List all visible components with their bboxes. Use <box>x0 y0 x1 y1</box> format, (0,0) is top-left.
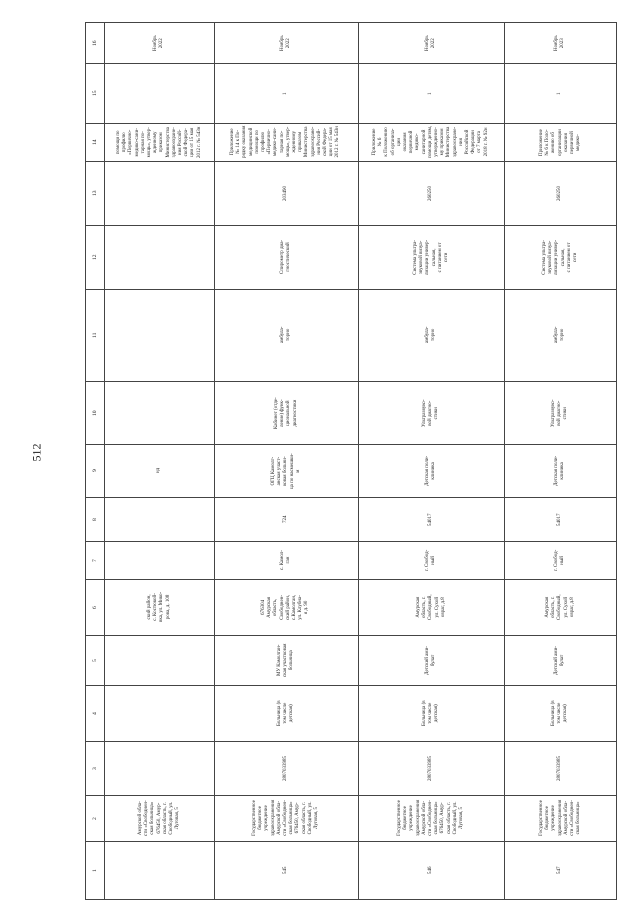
table-column-divider <box>86 841 616 842</box>
column-number: 12 <box>92 254 98 260</box>
column-number: 4 <box>92 711 98 715</box>
table-cell: Детский ами- булат <box>554 645 566 675</box>
row-number: 547 <box>557 866 562 874</box>
table-cell: Система ультра- звуковой визуа- лизации универ- сальная, с питанием от сети <box>541 239 578 275</box>
table-cell: Больница (в том числе детская) <box>550 700 568 726</box>
column-number: 9 <box>92 469 98 472</box>
table-cell: амбула- торно <box>280 326 292 343</box>
table-row-divider <box>214 23 215 899</box>
table-cell: Ноябрь 2023 <box>554 35 566 51</box>
table-column-divider <box>86 541 616 542</box>
table-cell: МУ Камолган- ская участковая больница <box>276 643 294 677</box>
table-cell: Государственное бюджетное учреждение здравоохранения Амурской обла- сти «Свободнен- ская больница» 676450, Амур- ская область, г. Свободный, ул. Луговая, 5 <box>252 799 320 836</box>
table-column-divider <box>86 635 616 636</box>
table-cell: Спирометр диа- гностический <box>280 239 292 274</box>
table-cell: 1 <box>283 92 288 95</box>
table-cell: 2807033985 <box>557 755 562 781</box>
table-row-divider <box>104 23 105 899</box>
table-cell: 54017 <box>428 513 433 526</box>
table-cell: Амурская область, г. Свободный, ул. Сухой овраг, д.8 <box>544 594 575 620</box>
column-number: 1 <box>92 868 98 872</box>
table-cell: Ноябрь 2022 <box>153 35 165 51</box>
table-column-divider <box>86 444 616 445</box>
table-column-divider <box>86 63 616 64</box>
table-column-divider <box>86 123 616 124</box>
table-column-divider <box>86 381 616 382</box>
table-cell: Ультразвуко- вой диагно- стики <box>550 398 568 427</box>
table-cell: Государственное бюджетное учреждение здравоохранения Амурской обла- сти «Свободнен- ская больница» <box>538 799 581 836</box>
table-cell: 260250 <box>557 185 562 201</box>
table-cell: 2807033985 <box>428 755 433 781</box>
table-cell: 724 <box>283 515 288 523</box>
row-number: 546 <box>428 866 433 874</box>
table-cell: Амурской обла- сти «Свободнен- ская больница» 676450, Амур- ская область, г. Свободный, ул. Луговая, 5 <box>137 800 180 836</box>
table-column-divider <box>86 225 616 226</box>
table-cell: Система ультра- звуковой визуа- лизации универ- сальная, с питанием от сети <box>412 239 449 275</box>
table-cell: с. Камол- ган <box>280 550 292 570</box>
equipment-table <box>85 22 617 900</box>
table-cell: 260250 <box>428 185 433 201</box>
table-cell: Детский ами- булат <box>425 645 437 675</box>
table-cell: 203490 <box>283 185 288 201</box>
column-number: 11 <box>92 332 98 338</box>
table-column-divider <box>86 497 616 498</box>
table-cell: амбула- торно <box>425 326 437 343</box>
table-cell: Детская поли- клиника <box>554 455 566 486</box>
column-number: 10 <box>92 409 98 416</box>
table-column-divider <box>86 795 616 796</box>
page-number: 512 <box>29 443 44 462</box>
table-cell: 1 <box>557 92 562 95</box>
table-cell: Приложение № 6 к Положению об организа- ции оказания первичной медико- санитарной помощи детям, утвержденно- му приказом Министерства здравоохране- ния Российской Федерации от 7 марта 2018 г. № 92н <box>372 125 489 158</box>
table-column-divider <box>86 161 616 162</box>
column-number: 16 <box>92 40 98 46</box>
table-cell: 1 <box>428 92 433 95</box>
table-cell: г. Свобод- ный <box>425 549 437 571</box>
table-cell: 2807033985 <box>283 755 288 781</box>
table-cell: Государственное бюджетное учреждение здравоохранения Амурской обла- сти «Свободнен- ская больница» 676450, Амур- ская область, г. Свободный, ул. Луговая, 5 <box>397 799 465 836</box>
column-number: 6 <box>92 605 98 609</box>
column-number: 13 <box>92 190 98 196</box>
table-row-divider <box>358 23 359 899</box>
table-row-divider <box>504 23 505 899</box>
table-cell: Ноябрь 2022 <box>425 35 437 51</box>
table-cell: Кабинет (отде- ление) функ- циональной диагностики <box>273 396 298 429</box>
row-number: 545 <box>283 866 288 874</box>
table-cell: помощи по профилю «Первично- медико-сани- тарная по- мощь», утвер- жденному приказом Министерства здравоохране- ния Россий- ской Федера- ции от 15 мая 2012 г. № 543н <box>115 126 202 158</box>
table-cell: амбула- торно <box>554 326 566 343</box>
table-cell: г. Свобод- ный <box>554 549 566 571</box>
column-number: 14 <box>92 139 98 145</box>
column-number: 3 <box>92 766 98 770</box>
table-cell: Ультразвуко- вой диагно- стики <box>421 398 439 427</box>
table-cell: Ноябрь 2022 <box>280 35 292 51</box>
table-cell: 54017 <box>557 513 562 526</box>
table-column-divider <box>86 741 616 742</box>
table-cell: ский район, с. Костюкой- вка, ул. Мико- рова, д. 108 <box>146 591 171 622</box>
table-cell: Амурская область, г. Свободный, ул. Сухой овраг, д.8 <box>415 594 446 620</box>
column-number: 15 <box>92 90 98 96</box>
table-cell: ОГЦ Камолг- анская участ- ковая больни- ца по насмешки- м <box>270 452 301 489</box>
column-number: 2 <box>92 816 98 820</box>
column-number: 8 <box>92 517 98 521</box>
table-cell: Детская поли- клиника <box>425 455 437 486</box>
column-number: 7 <box>92 558 98 562</box>
table-column-divider <box>86 685 616 686</box>
table-cell: нд <box>156 467 161 473</box>
table-cell: 676304 Амурская область, Свободнен- ский район, с.Камолган, ул. Клубна- я д. 90 <box>261 594 310 620</box>
table-column-divider <box>86 289 616 290</box>
column-number: 5 <box>92 658 98 662</box>
table-cell: Приложение № 6 к Поло- жению об организации оказания первичной медико- <box>538 128 581 156</box>
table-cell: Больница (в том числе детская) <box>421 700 439 726</box>
table-cell: Больница (в том числе детская) <box>276 700 294 726</box>
table-cell: Приложение № 14 к По- рядку оказания медицинской помощи по профилю «Первично- медико-сани- тарная по- мощь», утвер- жденному приказом Министерства здравоохране- ния Россий- ской Федера- ции от 15 мая 2012 г. № 543н <box>230 125 341 158</box>
table-column-divider <box>86 579 616 580</box>
